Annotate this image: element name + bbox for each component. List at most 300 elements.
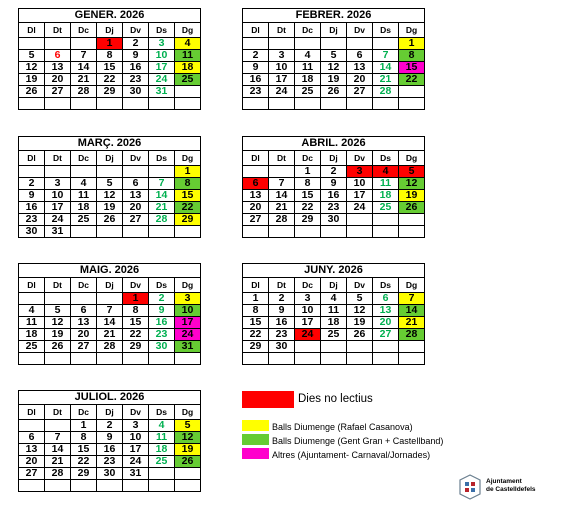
- weekday-header: Dl: [243, 278, 269, 293]
- legend-red-label: Dies no lectius: [298, 393, 373, 405]
- day-cell: 30: [321, 214, 347, 226]
- empty-cell: [399, 86, 425, 98]
- month-title: MAIG. 2026: [19, 264, 201, 278]
- day-cell: 12: [19, 62, 45, 74]
- day-cell: 26: [45, 341, 71, 353]
- day-cell: 4: [71, 178, 97, 190]
- calendar-april: [242, 136, 425, 238]
- empty-cell: [295, 98, 321, 110]
- day-cell: 27: [373, 329, 399, 341]
- day-cell: 24: [269, 86, 295, 98]
- day-cell: 20: [19, 456, 45, 468]
- empty-cell: [399, 226, 425, 238]
- weekday-header: Ds: [373, 278, 399, 293]
- day-cell: 5: [321, 50, 347, 62]
- week-row: [19, 444, 201, 456]
- day-cell: 1: [295, 166, 321, 178]
- empty-cell: [243, 38, 269, 50]
- month-title: JUNY. 2026: [243, 264, 425, 278]
- day-cell: 3: [269, 50, 295, 62]
- day-cell: 31: [45, 226, 71, 238]
- empty-cell: [347, 214, 373, 226]
- day-cell: 27: [19, 468, 45, 480]
- day-cell: 13: [347, 62, 373, 74]
- day-cell: 6: [71, 305, 97, 317]
- day-cell: 24: [45, 214, 71, 226]
- week-row: [19, 86, 201, 98]
- day-cell: 7: [71, 50, 97, 62]
- weekday-header: Dt: [269, 278, 295, 293]
- empty-cell: [71, 353, 97, 365]
- day-cell: 11: [295, 62, 321, 74]
- week-row: [243, 50, 425, 62]
- empty-cell: [45, 293, 71, 305]
- week-row: [19, 178, 201, 190]
- empty-cell: [97, 166, 123, 178]
- day-cell: 11: [175, 50, 201, 62]
- empty-cell: [269, 353, 295, 365]
- weekday-header: Dj: [321, 278, 347, 293]
- day-cell: 2: [19, 178, 45, 190]
- week-row: [19, 98, 201, 110]
- day-cell: 20: [347, 74, 373, 86]
- logo-line1: Ajuntament: [486, 478, 522, 485]
- day-cell: 20: [373, 317, 399, 329]
- weekday-header: Dv: [123, 151, 149, 166]
- weekday-header: Dv: [123, 23, 149, 38]
- empty-cell: [373, 98, 399, 110]
- empty-cell: [149, 480, 175, 492]
- day-cell: 28: [269, 214, 295, 226]
- empty-cell: [149, 98, 175, 110]
- empty-cell: [295, 353, 321, 365]
- day-cell: 4: [295, 50, 321, 62]
- week-row: [243, 214, 425, 226]
- empty-cell: [123, 353, 149, 365]
- empty-cell: [373, 214, 399, 226]
- day-cell: 31: [175, 341, 201, 353]
- day-cell: 28: [71, 86, 97, 98]
- month-title: GENER. 2026: [19, 9, 201, 23]
- day-cell: 21: [97, 329, 123, 341]
- day-cell: 14: [269, 190, 295, 202]
- empty-cell: [71, 480, 97, 492]
- weekday-header: Dv: [123, 278, 149, 293]
- weekday-header: Dl: [243, 23, 269, 38]
- empty-cell: [123, 98, 149, 110]
- empty-cell: [175, 353, 201, 365]
- day-cell: 1: [243, 293, 269, 305]
- week-row: [243, 226, 425, 238]
- week-row: [19, 226, 201, 238]
- day-cell: 14: [45, 444, 71, 456]
- weekday-header: Dc: [71, 278, 97, 293]
- day-cell: 5: [97, 178, 123, 190]
- day-cell: 3: [149, 38, 175, 50]
- day-cell: 1: [97, 38, 123, 50]
- weekday-header: Dg: [175, 23, 201, 38]
- calendar-february: [242, 8, 425, 110]
- castelldefels-logo-icon: [458, 474, 482, 500]
- day-cell: 11: [19, 317, 45, 329]
- day-cell: 6: [243, 178, 269, 190]
- day-cell: 12: [321, 62, 347, 74]
- legend-magenta-swatch: [242, 448, 269, 459]
- week-row: [19, 456, 201, 468]
- day-cell: 5: [347, 293, 373, 305]
- month-title: FEBRER. 2026: [243, 9, 425, 23]
- empty-cell: [45, 420, 71, 432]
- day-cell: 17: [295, 317, 321, 329]
- empty-cell: [97, 353, 123, 365]
- weekday-header: Dj: [321, 151, 347, 166]
- empty-cell: [243, 353, 269, 365]
- day-cell: 30: [97, 468, 123, 480]
- day-cell: 16: [269, 317, 295, 329]
- weekday-header: Dt: [45, 405, 71, 420]
- legend-yellow-swatch: [242, 420, 269, 431]
- empty-cell: [149, 166, 175, 178]
- day-cell: 28: [97, 341, 123, 353]
- day-cell: 14: [71, 62, 97, 74]
- week-row: [19, 468, 201, 480]
- day-cell: 20: [71, 329, 97, 341]
- month-title: MARÇ. 2026: [19, 137, 201, 151]
- day-cell: 11: [149, 432, 175, 444]
- day-cell: 17: [347, 190, 373, 202]
- week-row: [243, 86, 425, 98]
- day-cell: 12: [399, 178, 425, 190]
- day-cell: 5: [175, 420, 201, 432]
- day-cell: 18: [295, 74, 321, 86]
- empty-cell: [45, 38, 71, 50]
- week-row: [19, 480, 201, 492]
- day-cell: 27: [45, 86, 71, 98]
- day-cell: 24: [149, 74, 175, 86]
- weekday-header: Dg: [399, 278, 425, 293]
- day-cell: 10: [175, 305, 201, 317]
- day-cell: 17: [123, 444, 149, 456]
- day-cell: 26: [97, 214, 123, 226]
- day-cell: 29: [97, 86, 123, 98]
- day-cell: 12: [45, 317, 71, 329]
- day-cell: 1: [71, 420, 97, 432]
- empty-cell: [175, 98, 201, 110]
- day-cell: 19: [175, 444, 201, 456]
- empty-cell: [123, 480, 149, 492]
- day-cell: 8: [71, 432, 97, 444]
- day-cell: 17: [45, 202, 71, 214]
- day-cell: 22: [71, 456, 97, 468]
- day-cell: 16: [321, 190, 347, 202]
- weekday-header: Ds: [149, 278, 175, 293]
- week-row: [243, 74, 425, 86]
- weekday-header: Dl: [19, 151, 45, 166]
- week-row: [19, 214, 201, 226]
- day-cell: 24: [295, 329, 321, 341]
- empty-cell: [269, 226, 295, 238]
- day-cell: 2: [321, 166, 347, 178]
- weekday-header: Dg: [399, 151, 425, 166]
- day-cell: 26: [321, 86, 347, 98]
- empty-cell: [321, 98, 347, 110]
- day-cell: 28: [149, 214, 175, 226]
- empty-cell: [347, 341, 373, 353]
- day-cell: 18: [71, 202, 97, 214]
- logo-text: [486, 478, 536, 494]
- week-row: [19, 38, 201, 50]
- empty-cell: [149, 353, 175, 365]
- empty-cell: [19, 38, 45, 50]
- weekday-header: Dt: [45, 23, 71, 38]
- day-cell: 17: [149, 62, 175, 74]
- day-cell: 2: [97, 420, 123, 432]
- day-cell: 3: [295, 293, 321, 305]
- day-cell: 25: [373, 202, 399, 214]
- week-row: [19, 329, 201, 341]
- day-cell: 23: [149, 329, 175, 341]
- day-cell: 15: [399, 62, 425, 74]
- day-cell: 23: [243, 86, 269, 98]
- week-row: [19, 420, 201, 432]
- empty-cell: [19, 353, 45, 365]
- day-cell: 28: [45, 468, 71, 480]
- calendar-may: [18, 263, 201, 365]
- empty-cell: [373, 341, 399, 353]
- empty-cell: [71, 38, 97, 50]
- day-cell: 5: [45, 305, 71, 317]
- empty-cell: [243, 226, 269, 238]
- day-cell: 20: [123, 202, 149, 214]
- day-cell: 9: [269, 305, 295, 317]
- empty-cell: [321, 353, 347, 365]
- weekday-header: Dj: [321, 23, 347, 38]
- day-cell: 5: [399, 166, 425, 178]
- day-cell: 30: [123, 86, 149, 98]
- empty-cell: [373, 38, 399, 50]
- day-cell: 7: [373, 50, 399, 62]
- day-cell: 4: [175, 38, 201, 50]
- weekday-header: Dt: [269, 151, 295, 166]
- day-cell: 9: [97, 432, 123, 444]
- week-row: [243, 353, 425, 365]
- day-cell: 30: [269, 341, 295, 353]
- week-row: [19, 202, 201, 214]
- month-title: JULIOL. 2026: [19, 391, 201, 405]
- day-cell: 30: [19, 226, 45, 238]
- day-cell: 22: [295, 202, 321, 214]
- empty-cell: [243, 166, 269, 178]
- empty-cell: [97, 293, 123, 305]
- day-cell: 4: [149, 420, 175, 432]
- empty-cell: [45, 166, 71, 178]
- empty-cell: [321, 226, 347, 238]
- day-cell: 1: [399, 38, 425, 50]
- day-cell: 25: [71, 214, 97, 226]
- weekday-header: Dt: [45, 151, 71, 166]
- day-cell: 20: [45, 74, 71, 86]
- day-cell: 6: [347, 50, 373, 62]
- day-cell: 4: [373, 166, 399, 178]
- empty-cell: [269, 98, 295, 110]
- day-cell: 25: [19, 341, 45, 353]
- day-cell: 27: [347, 86, 373, 98]
- day-cell: 3: [123, 420, 149, 432]
- week-row: [19, 353, 201, 365]
- day-cell: 28: [399, 329, 425, 341]
- day-cell: 15: [243, 317, 269, 329]
- day-cell: 22: [175, 202, 201, 214]
- day-cell: 21: [373, 74, 399, 86]
- day-cell: 27: [243, 214, 269, 226]
- day-cell: 22: [123, 329, 149, 341]
- week-row: [19, 166, 201, 178]
- day-cell: 20: [243, 202, 269, 214]
- day-cell: 15: [175, 190, 201, 202]
- week-row: [243, 190, 425, 202]
- weekday-header: Dl: [19, 23, 45, 38]
- week-row: [19, 74, 201, 86]
- legend-green-label: Balls Diumenge (Gent Gran + Castellband): [272, 436, 444, 446]
- day-cell: 13: [71, 317, 97, 329]
- weekday-header: Dl: [243, 151, 269, 166]
- day-cell: 9: [19, 190, 45, 202]
- empty-cell: [149, 226, 175, 238]
- day-cell: 26: [347, 329, 373, 341]
- weekday-header: Dc: [295, 278, 321, 293]
- calendar-january: [18, 8, 201, 110]
- legend-magenta-label: Altres (Ajuntament- Carnaval/Jornades): [272, 450, 431, 460]
- empty-cell: [295, 226, 321, 238]
- weekday-header: Dc: [295, 151, 321, 166]
- day-cell: 7: [97, 305, 123, 317]
- empty-cell: [19, 420, 45, 432]
- day-cell: 18: [175, 62, 201, 74]
- day-cell: 28: [373, 86, 399, 98]
- day-cell: 8: [243, 305, 269, 317]
- empty-cell: [295, 38, 321, 50]
- empty-cell: [19, 293, 45, 305]
- empty-cell: [123, 226, 149, 238]
- day-cell: 13: [373, 305, 399, 317]
- day-cell: 7: [269, 178, 295, 190]
- day-cell: 8: [399, 50, 425, 62]
- day-cell: 4: [19, 305, 45, 317]
- day-cell: 6: [45, 50, 71, 62]
- day-cell: 12: [175, 432, 201, 444]
- empty-cell: [269, 166, 295, 178]
- day-cell: 24: [123, 456, 149, 468]
- day-cell: 29: [71, 468, 97, 480]
- empty-cell: [19, 166, 45, 178]
- day-cell: 29: [123, 341, 149, 353]
- empty-cell: [373, 226, 399, 238]
- week-row: [243, 202, 425, 214]
- day-cell: 21: [399, 317, 425, 329]
- weekday-header: Ds: [149, 405, 175, 420]
- empty-cell: [175, 226, 201, 238]
- day-cell: 9: [321, 178, 347, 190]
- day-cell: 4: [321, 293, 347, 305]
- empty-cell: [399, 98, 425, 110]
- empty-cell: [347, 226, 373, 238]
- day-cell: 1: [123, 293, 149, 305]
- month-title: ABRIL. 2026: [243, 137, 425, 151]
- day-cell: 24: [347, 202, 373, 214]
- day-cell: 26: [19, 86, 45, 98]
- empty-cell: [71, 166, 97, 178]
- day-cell: 22: [243, 329, 269, 341]
- day-cell: 10: [295, 305, 321, 317]
- day-cell: 9: [123, 50, 149, 62]
- weekday-header: Ds: [373, 23, 399, 38]
- weekday-header: Dt: [45, 278, 71, 293]
- day-cell: 13: [123, 190, 149, 202]
- day-cell: 21: [45, 456, 71, 468]
- empty-cell: [347, 98, 373, 110]
- empty-cell: [123, 166, 149, 178]
- day-cell: 7: [45, 432, 71, 444]
- legend-yellow-label: Balls Diumenge (Rafael Casanova): [272, 422, 413, 432]
- day-cell: 23: [321, 202, 347, 214]
- weekday-header: Dj: [97, 405, 123, 420]
- week-row: [243, 166, 425, 178]
- weekday-header: Dv: [347, 278, 373, 293]
- empty-cell: [399, 214, 425, 226]
- weekday-header: Dc: [295, 23, 321, 38]
- day-cell: 19: [321, 74, 347, 86]
- week-row: [19, 50, 201, 62]
- day-cell: 2: [269, 293, 295, 305]
- day-cell: 2: [243, 50, 269, 62]
- empty-cell: [175, 480, 201, 492]
- week-row: [243, 341, 425, 353]
- empty-cell: [347, 38, 373, 50]
- empty-cell: [71, 226, 97, 238]
- day-cell: 19: [45, 329, 71, 341]
- logo-line2: de Castelldefels: [486, 486, 536, 493]
- week-row: [19, 293, 201, 305]
- day-cell: 23: [269, 329, 295, 341]
- week-row: [243, 62, 425, 74]
- day-cell: 22: [399, 74, 425, 86]
- empty-cell: [19, 480, 45, 492]
- empty-cell: [175, 468, 201, 480]
- empty-cell: [97, 480, 123, 492]
- day-cell: 19: [347, 317, 373, 329]
- day-cell: 1: [175, 166, 201, 178]
- weekday-header: Ds: [149, 23, 175, 38]
- weekday-header: Dg: [175, 278, 201, 293]
- empty-cell: [45, 480, 71, 492]
- day-cell: 25: [321, 329, 347, 341]
- day-cell: 21: [71, 74, 97, 86]
- day-cell: 25: [149, 456, 175, 468]
- day-cell: 23: [97, 456, 123, 468]
- day-cell: 7: [149, 178, 175, 190]
- day-cell: 3: [45, 178, 71, 190]
- day-cell: 7: [399, 293, 425, 305]
- day-cell: 8: [175, 178, 201, 190]
- weekday-header: Dv: [123, 405, 149, 420]
- weekday-header: Dl: [19, 278, 45, 293]
- weekday-header: Dc: [71, 23, 97, 38]
- day-cell: 8: [123, 305, 149, 317]
- day-cell: 21: [149, 202, 175, 214]
- day-cell: 19: [97, 202, 123, 214]
- empty-cell: [45, 98, 71, 110]
- day-cell: 31: [149, 86, 175, 98]
